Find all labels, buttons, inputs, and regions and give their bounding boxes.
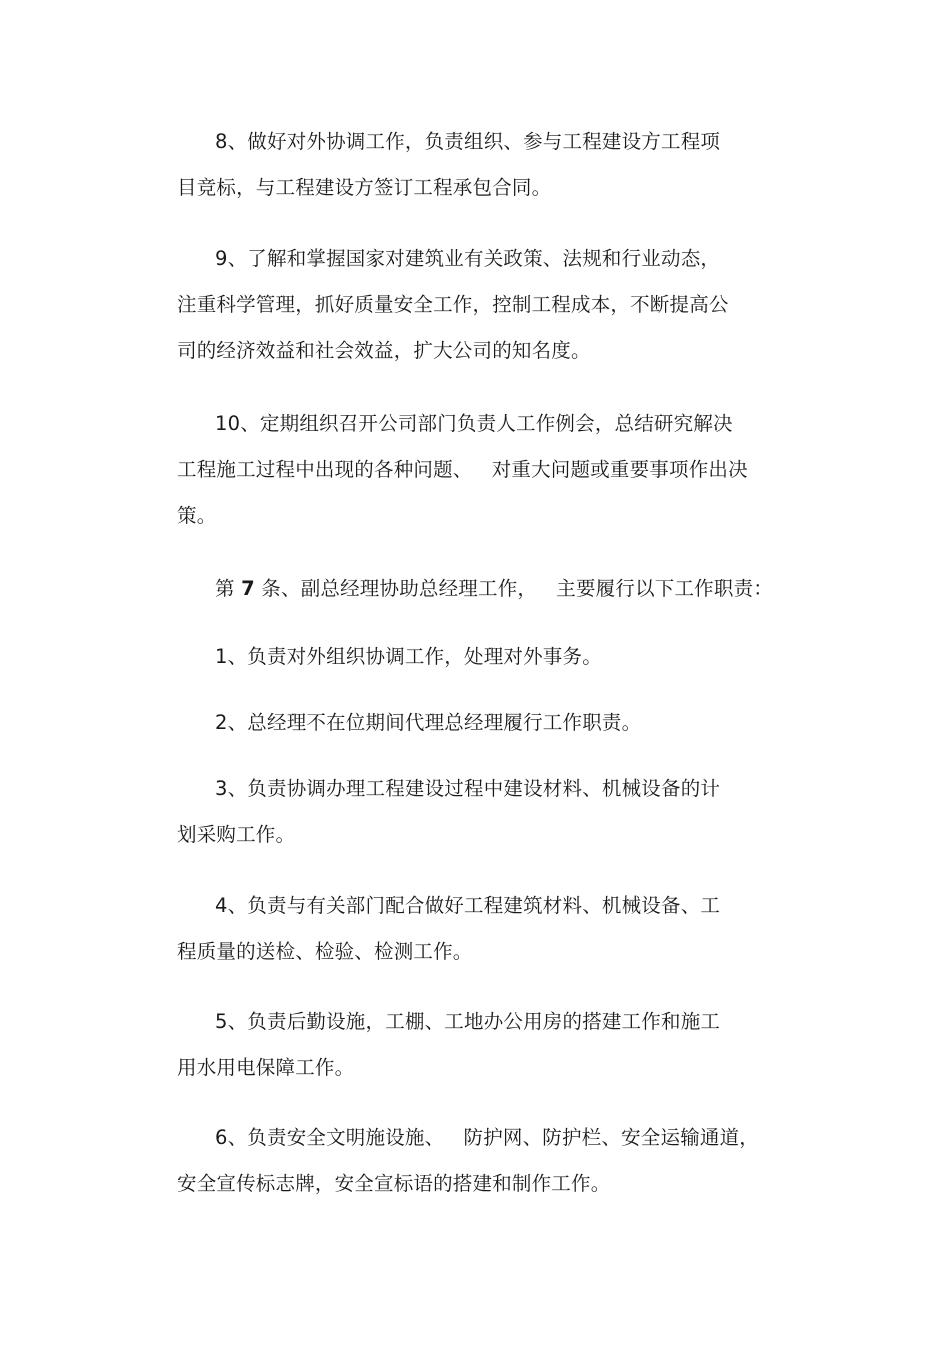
paragraph-line: 2、总经理不在位期间代理总经理履行工作职责。: [215, 711, 642, 734]
paragraph-item-9: [177, 236, 777, 374]
paragraph-line: 司的经济效益和社会效益，扩大公司的知名度。: [177, 339, 591, 362]
duty-item-2: [177, 700, 777, 746]
paragraph-line: 划采购工作。: [177, 823, 296, 846]
paragraph-line: 注重科学管理，抓好质量安全工作，控制工程成本，不断提高公: [177, 293, 729, 316]
paragraph-line: 3、负责协调办理工程建设过程中建设材料、机械设备的计: [215, 777, 721, 800]
duty-item-4: [177, 883, 777, 975]
paragraph-line: 4、负责与有关部门配合做好工程建筑材料、机械设备、工: [215, 894, 721, 917]
paragraph-line: 安全宣传标志牌，安全宣标语的搭建和制作工作。: [177, 1172, 611, 1195]
paragraph-line: 用水用电保障工作。: [177, 1056, 355, 1079]
paragraph-line: 目竞标，与工程建设方签订工程承包合同。: [177, 176, 552, 199]
paragraph-line: 程质量的送检、检验、检测工作。: [177, 940, 473, 963]
paragraph-line: 1、负责对外组织协调工作，处理对外事务。: [215, 645, 602, 668]
article-prefix: 第: [215, 577, 242, 600]
paragraph-item-8: [177, 119, 777, 211]
duty-item-6: [177, 1115, 777, 1207]
article-heading-line: [177, 566, 777, 612]
paragraph-line: 10、定期组织召开公司部门负责人工作例会，总结研究解决: [215, 412, 733, 435]
paragraph-line: 5、负责后勤设施，工棚、工地办公用房的搭建工作和施工: [215, 1010, 721, 1033]
paragraph-item-10: [177, 401, 777, 539]
paragraph-line: 策。: [177, 504, 217, 527]
article-heading-7: [177, 566, 777, 612]
article-suffix: 条、副总经理协助总经理工作， 主要履行以下工作职责：: [254, 577, 773, 600]
article-number: 7: [241, 577, 255, 600]
paragraph-line: 工程施工过程中出现的各种问题、 对重大问题或重要事项作出决: [177, 458, 748, 481]
paragraph-line: 9、了解和掌握国家对建筑业有关政策、法规和行业动态，: [215, 247, 721, 270]
paragraph-line: 8、做好对外协调工作，负责组织、参与工程建设方工程项: [215, 130, 721, 153]
duty-item-5: [177, 999, 777, 1091]
paragraph-line: 6、负责安全文明施设施、 防护网、防护栏、安全运输通道，: [215, 1126, 760, 1149]
duty-item-1: [177, 634, 777, 680]
duty-item-3: [177, 766, 777, 858]
